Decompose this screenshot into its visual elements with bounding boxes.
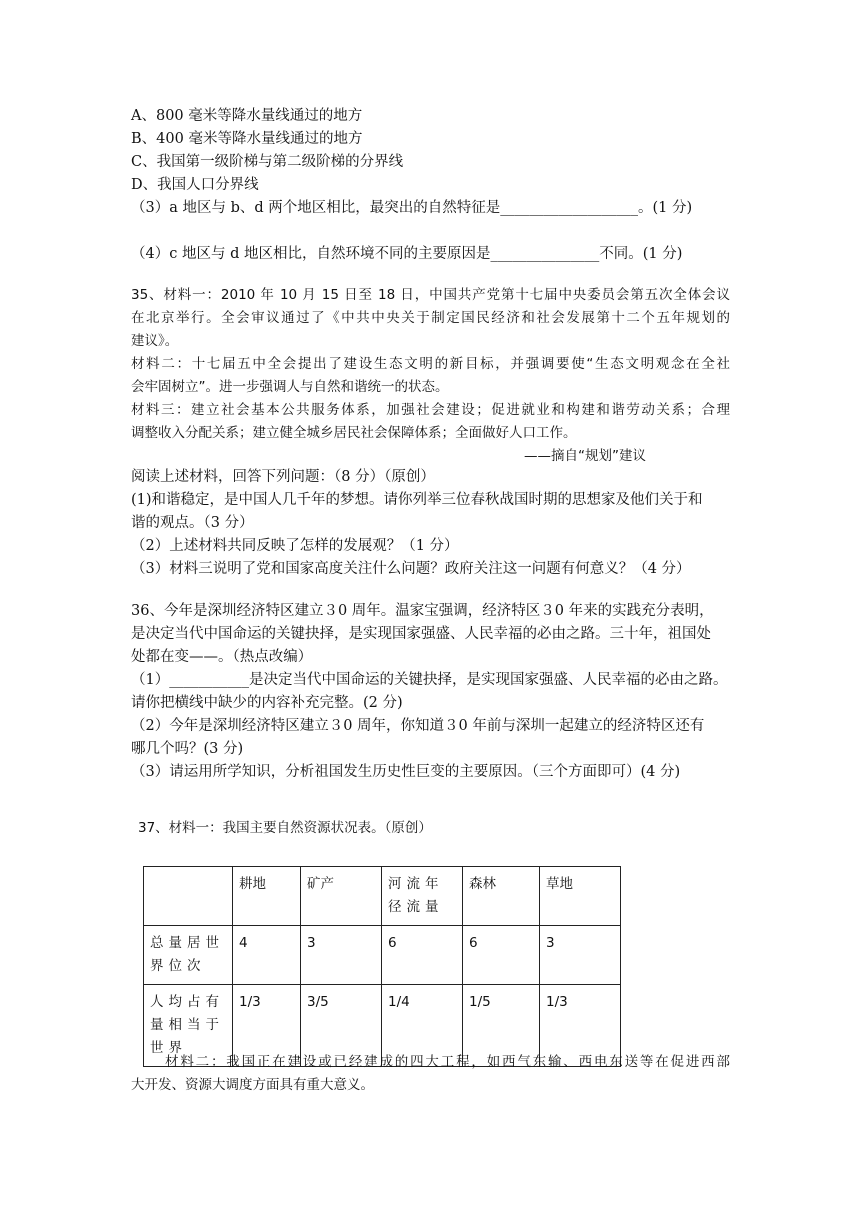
q35-q1-line2: 谐的观点。（3 分）	[131, 515, 254, 531]
table-cell: 6	[463, 926, 540, 985]
q35-material2-line1: 材料二：十七届五中全会提出了建设生态文明的新目标，并强调要使“生态文明观念在全社	[131, 356, 730, 372]
q36-q3: （3）请运用所学知识，分析祖国发生历史性巨变的主要原因。（三个方面即可）(4 分)	[131, 764, 681, 780]
q35-material1-line3: 建议》。	[131, 333, 179, 349]
option-a: A、800 毫米等降水量线通过的地方	[131, 108, 363, 124]
q35-source: ——摘自“规划”建议	[524, 448, 646, 464]
table-cell: 4	[233, 926, 301, 985]
table-header-cell: 草地	[540, 867, 621, 926]
option-b: B、400 毫米等降水量线通过的地方	[131, 131, 363, 147]
q35-material1-line2: 在北京举行。全会审议通过了《中共中央关于制定国民经济和社会发展第十二个五年规划的	[131, 310, 730, 326]
table-header-cell: 矿产	[301, 867, 382, 926]
table-header-row	[144, 867, 621, 926]
q35-material3-line1: 材料三：建立社会基本公共服务体系，加强社会建设；促进就业和构建和谐劳动关系；合理	[131, 402, 730, 418]
option-c: C、我国第一级阶梯与第二级阶梯的分界线	[131, 154, 404, 170]
table-cell: 3/5	[301, 985, 382, 1067]
table-row-label: 总量居世界位次	[144, 926, 233, 985]
table-header-cell: 森林	[463, 867, 540, 926]
table-cell: 6	[382, 926, 463, 985]
q36-q2-line2: 哪几个吗？(3 分)	[131, 741, 244, 757]
q35-prompt: 阅读上述材料，回答下列问题：（8 分）（原创）	[131, 469, 435, 485]
q36-q1-line1: （1）___________是决定当代中国命运的关键抉择，是实现国家强盛、人民幸福的必由之路。	[131, 672, 728, 688]
resource-table	[143, 866, 621, 1067]
q34-sub4: （4）c 地区与 d 地区相比，自然环境不同的主要原因是_______________不同。(1 分)	[131, 246, 683, 262]
table-row-label: 人均占有量相当于世界	[144, 985, 233, 1067]
option-d: D、我国人口分界线	[131, 177, 259, 193]
table-cell: 1/4	[382, 985, 463, 1067]
table-header-cell: 河流年径流量	[382, 867, 463, 926]
table-cell: 1/3	[233, 985, 301, 1067]
table-header-cell	[144, 867, 233, 926]
q35-material1-line1: 35、材料一：2010 年 10 月 15 日至 18 日，中国共产党第十七届中央委员会第五次全体会议	[131, 287, 730, 303]
q35-q3: （3）材料三说明了党和国家高度关注什么问题？政府关注这一问题有何意义？（4 分）	[131, 561, 691, 577]
q35-material2-line2: 会牢固树立”。进一步强调人与自然和谐统一的状态。	[131, 379, 449, 395]
table-cell: 1/5	[463, 985, 540, 1067]
q34-sub3: （3）a 地区与 b、d 两个地区相比，最突出的自然特征是___________________。(1 分)	[131, 200, 693, 216]
table-header-cell: 耕地	[233, 867, 301, 926]
q35-q1-line1: (1)和谐稳定，是中国人几千年的梦想。请你列举三位春秋战国时期的思想家及他们关于和	[131, 492, 703, 508]
q36-line1: 36、今年是深圳经济特区建立３0 周年。温家宝强调，经济特区３0 年来的实践充分表明，	[131, 603, 714, 619]
q36-q2-line1: （2）今年是深圳经济特区建立３0 周年，你知道３0 年前与深圳一起建立的经济特区还有	[131, 718, 705, 734]
q37-material2-line2: 大开发、资源大调度方面具有重大意义。	[131, 1077, 374, 1093]
table-cell: 3	[301, 926, 382, 985]
q37-title: 37、材料一：我国主要自然资源状况表。（原创）	[138, 820, 432, 836]
q36-line2: 是决定当代中国命运的关键抉择，是实现国家强盛、人民幸福的必由之路。三十年，祖国处	[131, 626, 711, 642]
table-row	[144, 926, 621, 985]
table-cell: 1/3	[540, 985, 621, 1067]
q35-material3-line2: 调整收入分配关系；建立健全城乡居民社会保障体系；全面做好人口工作。	[131, 425, 577, 441]
q35-q2: （2）上述材料共同反映了怎样的发展观？（1 分）	[131, 538, 459, 554]
q36-line3: 处都在变——。（热点改编）	[131, 649, 313, 665]
table-cell: 3	[540, 926, 621, 985]
q36-q1-line2: 请你把横线中缺少的内容补充完整。(2 分)	[131, 695, 403, 711]
q37-material2-line1: 材料二：我国正在建设或已经建成的四大工程，如西气东输、西电东送等在促进西部	[165, 1054, 730, 1070]
